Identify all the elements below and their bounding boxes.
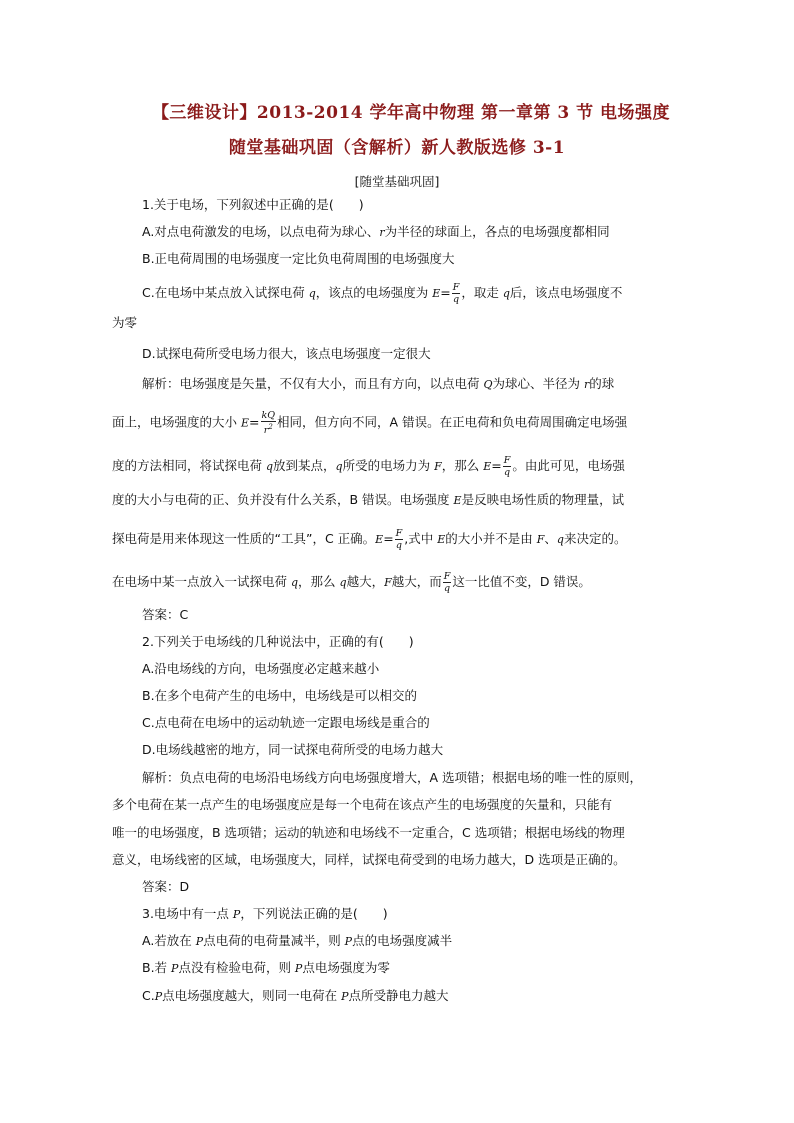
q2-explanation-line4: 意义，电场线密的区域，电场强度大，同样，试探电荷受到的电场力越大，D 选项是正确的。 xyxy=(112,852,626,867)
q1-explanation-line2: 面上，电场强度的大小 E= $\frac{kQ}{r^2}$ 相同，但方向不同，A 错误。在正电荷和负电荷周围确定电场强 xyxy=(112,410,628,437)
q1-explanation-line6: 在电场中某一点放入一试探电荷 q，那么 q越大，F越大，而 $\frac{F}{q}$ 这一比值不变，D 错误。 xyxy=(112,571,591,594)
q1-explanation-line4: 度的大小与电荷的正、负并没有什么关系，B 错误。电场强度 E是反映电场性质的物理量，试 xyxy=(112,492,625,507)
q2-stem: 2.下列关于电场线的几种说法中，正确的有( ) xyxy=(142,634,414,649)
q1-option-d: D.试探电荷所受电场力很大，该点电场强度一定很大 xyxy=(142,346,431,361)
fraction-f-over-q: $\frac{F}{q}$ xyxy=(452,282,460,305)
q1-option-c-cont: 为零 xyxy=(112,315,138,330)
q2-option-b: B.在多个电荷产生的电场中，电场线是可以相交的 xyxy=(142,688,418,703)
document-title-line2: 随堂基础巩固（含解析）新人教版选修 3-1 xyxy=(228,138,566,158)
q2-explanation-line1: 解析：负点电荷的电场沿电场线方向电场强度增大，A 选项错；根据电场的唯一性的原则， xyxy=(142,770,643,785)
q1-option-c: C.在电场中某点放入试探电荷 q，该点的电场强度为 E= $\frac{F}{q}$ ，取走 q后，该点电场强度不 xyxy=(142,282,623,305)
q2-explanation-line2: 多个电荷在某一点产生的电场强度应是每一个电荷在该点产生的电场强度的矢量和，只能有 xyxy=(112,797,613,812)
q2-explanation-line3: 唯一的电场强度，B 选项错；运动的轨迹和电场线不一定重合，C 选项错；根据电场线的物理 xyxy=(112,825,625,840)
document-title-line1: 【三维设计】2013-2014 学年高中物理 第一章第 3 节 电场强度 xyxy=(151,103,671,123)
q1-explanation-line3: 度的方法相同，将试探电荷 q放到某点，q所受的电场力为 F，那么 E= $\frac{F}{q}$ 。由此可见，电场强 xyxy=(112,455,625,478)
q1-answer: 答案：C xyxy=(142,607,189,622)
q2-option-c: C.点电荷在电场中的运动轨迹一定跟电场线是重合的 xyxy=(142,715,430,730)
section-label: [随堂基础巩固] xyxy=(354,174,440,189)
q3-stem: 3.电场中有一点 P，下列说法正确的是( ) xyxy=(142,906,388,921)
q1-explanation-line5: 探电荷是用来体现这一性质的“工具”，C 正确。E= $\frac{F}{q}$ ,式中 E的大小并不是由 F、q来决定的。 xyxy=(112,528,627,551)
q1-explanation-line1: 解析：电场强度是矢量，不仅有大小，而且有方向，以点电荷 Q为球心、半径为 r的球 xyxy=(142,376,615,391)
q1-option-b: B.正电荷周围的电场强度一定比负电荷周围的电场强度大 xyxy=(142,251,455,266)
q1-stem: 1.关于电场，下列叙述中正确的是( ) xyxy=(142,197,364,212)
q3-option-b: B.若 P点没有检验电荷，则 P点电场强度为零 xyxy=(142,960,390,975)
fraction-f-over-q: $\frac{F}{q}$ xyxy=(443,571,451,594)
q2-option-a: A.沿电场线的方向，电场强度必定越来越小 xyxy=(142,661,380,676)
q3-option-a: A.若放在 P点电荷的电荷量减半，则 P点的电场强度减半 xyxy=(142,933,453,948)
q2-option-d: D.电场线越密的地方，同一试探电荷所受的电场力越大 xyxy=(142,742,444,757)
q3-option-c: C.P点电场强度越大，则同一电荷在 P点所受静电力越大 xyxy=(142,988,449,1003)
q2-answer: 答案：D xyxy=(142,879,190,894)
q1-option-a: A.对点电荷激发的电场，以点电荷为球心、r为半径的球面上，各点的电场强度都相同 xyxy=(142,224,610,239)
fraction-f-over-q: $\frac{F}{q}$ xyxy=(503,455,511,478)
fraction-f-over-q: $\frac{F}{q}$ xyxy=(395,528,403,551)
fraction-kq-over-r2: $\frac{kQ}{r^2}$ xyxy=(261,410,276,437)
